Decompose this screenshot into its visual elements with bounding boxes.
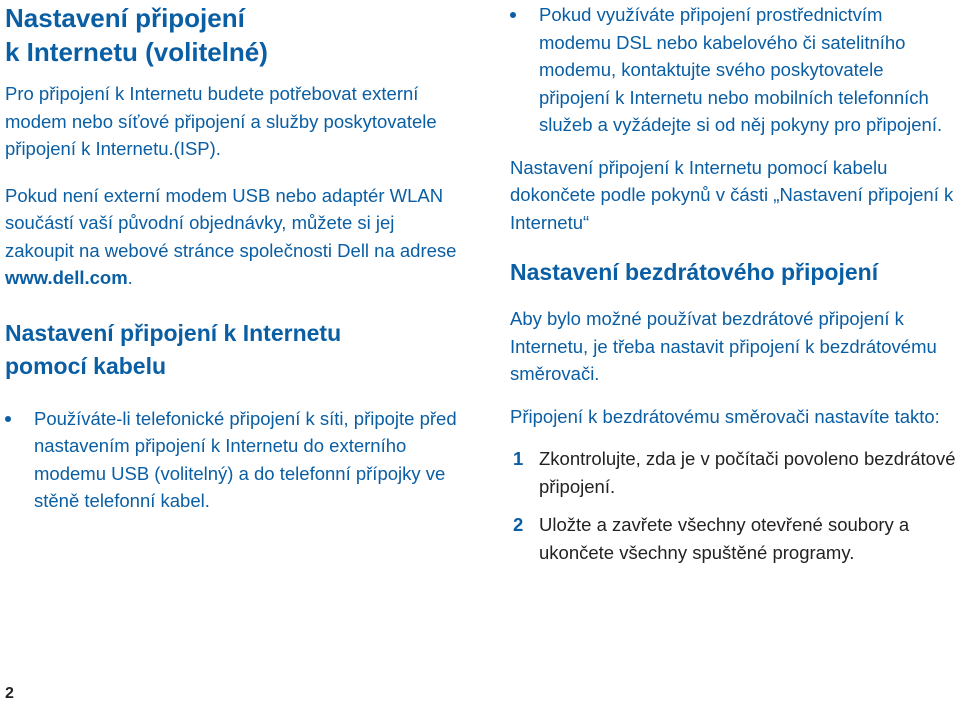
dialup-bullet-text: Používáte-li telefonické připojení k síti, připojte před nastavením připojení k Internetu do externího modemu USB (volitelný) a do telefonní přípojky ve stěně telefonní kabel.	[34, 407, 457, 511]
list-item	[5, 405, 465, 515]
usb-end: .	[127, 267, 133, 288]
cable-setup-paragraph: Nastavení připojení k Internetu pomocí kabelu dokončete podle pokynů v části „Nastavení připojení k Internetu“	[510, 156, 954, 233]
cable-heading-line2: pomocí kabelu	[5, 352, 167, 379]
page-title-line1: Nastavení připojení	[5, 3, 245, 33]
section-cable-heading	[5, 317, 465, 383]
wireless-intro-paragraph: Aby bylo možné používat bezdrátové připojení k Internetu, je třeba nastavit připojení k bezdrátovému směrovači.	[510, 308, 937, 384]
step-text: Uložte a zavřete všechny otevřené soubory a ukončete všechny spuštěné programy.	[539, 514, 910, 563]
list-item	[510, 511, 958, 566]
section-internet-heading	[5, 0, 465, 69]
usb-paragraph	[5, 182, 465, 292]
wireless-setup-paragraph: Připojení k bezdrátovému směrovači nastavíte takto:	[510, 405, 940, 427]
page-title-line2: k Internetu (volitelné)	[5, 37, 268, 67]
cable-heading-line1: Nastavení připojení k Internetu	[5, 319, 342, 346]
left-column	[5, 0, 465, 515]
step-number: 1	[513, 448, 524, 469]
step-number: 2	[513, 514, 524, 535]
intro-paragraph: Pro připojení k Internetu budete potřebovat externí modem nebo síťové připojení a služby poskytovatele připojení k Internetu.(ISP).	[5, 83, 437, 159]
dell-website-link[interactable]: www.dell.com	[5, 267, 128, 288]
bullet-icon	[510, 12, 516, 18]
step-text: Zkontrolujte, zda je v počítači povoleno bezdrátové připojení.	[539, 448, 956, 497]
usb-text: Pokud není externí modem USB nebo adaptér WLAN součástí vaší původní objednávky, můžete si jej zakoupit na webové stránce společnosti Dell na adrese	[5, 184, 457, 261]
bullet-icon	[5, 416, 11, 422]
list-item	[510, 1, 958, 139]
wireless-heading: Nastavení bezdrátového připojení	[510, 259, 879, 285]
list-item	[510, 445, 958, 500]
dsl-bullet-text: Pokud využíváte připojení prostřednictvím modemu DSL nebo kabelového či satelitního modemu, kontaktujte svého poskytovatele připojení k Internetu nebo mobilních telefonních služeb a vyžádejte si od něj pokyny pro připojení.	[539, 4, 943, 135]
right-column	[510, 0, 958, 566]
page-number: 2	[5, 685, 14, 702]
